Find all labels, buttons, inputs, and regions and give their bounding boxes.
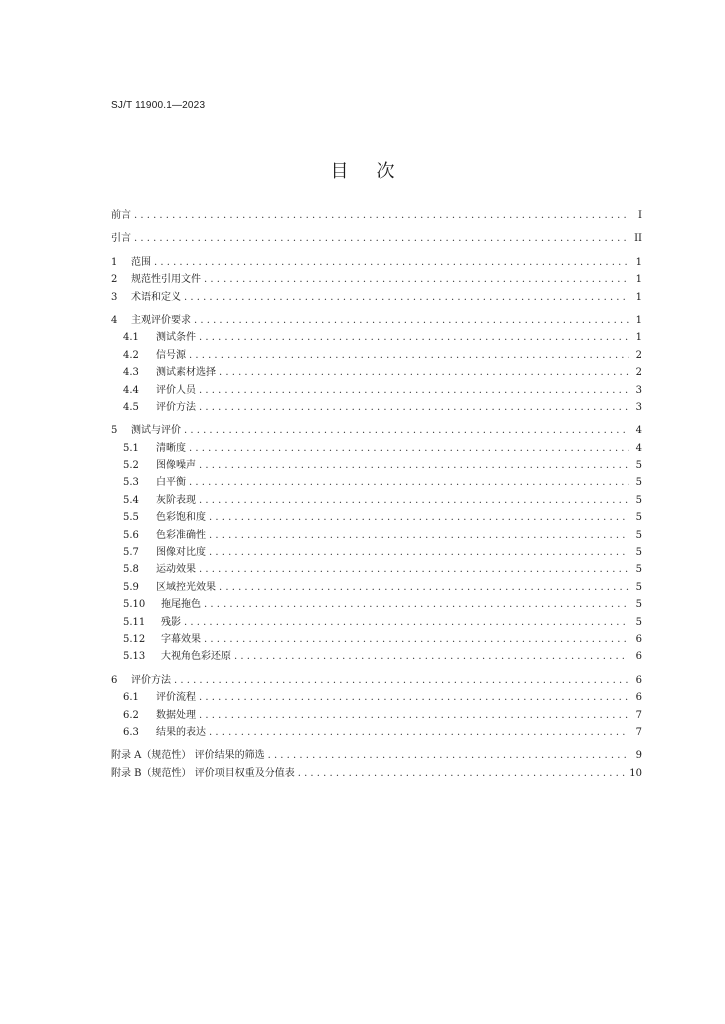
dot-leader	[209, 530, 629, 541]
dot-leader	[174, 675, 629, 686]
dot-leader	[298, 768, 627, 779]
toc-entry-number: 6	[111, 674, 118, 686]
dot-leader	[209, 512, 629, 523]
toc-entry-page: I	[638, 210, 642, 221]
toc-entry-label: 附录 A（规范性） 评价结果的筛选	[111, 750, 265, 762]
toc-entry[interactable]	[111, 560, 642, 577]
toc-entry[interactable]	[111, 253, 642, 270]
toc-entry-page: 6	[635, 674, 642, 686]
toc-entry[interactable]	[111, 439, 642, 456]
toc-title: 目次	[330, 161, 423, 182]
dot-leader	[134, 233, 629, 244]
toc-entry[interactable]	[111, 613, 642, 630]
dot-leader	[209, 727, 629, 738]
table-of-contents	[111, 206, 642, 781]
toc-entry-page: 2	[635, 349, 642, 361]
toc-entry[interactable]	[111, 288, 642, 305]
toc-entry-label: 前言	[111, 210, 131, 221]
toc-entry[interactable]	[111, 363, 642, 380]
toc-entry-number: 6.2	[123, 709, 139, 721]
toc-entry-label: 评价方法	[131, 674, 171, 686]
toc-entry[interactable]	[111, 381, 642, 398]
toc-entry-label: 白平衡	[156, 477, 186, 489]
dot-leader	[134, 210, 629, 221]
toc-entry-number: 5.4	[123, 494, 139, 506]
toc-entry-label: 测试条件	[156, 332, 196, 344]
toc-entry-number: 4.5	[123, 401, 139, 413]
toc-entry[interactable]	[111, 764, 642, 781]
toc-entry-label: 色彩准确性	[156, 529, 206, 541]
dot-leader	[189, 477, 629, 488]
dot-leader	[199, 402, 629, 413]
toc-entry[interactable]	[111, 595, 642, 612]
toc-entry-label: 大视角色彩还原	[161, 651, 231, 663]
toc-entry-number: 5.13	[123, 651, 146, 663]
toc-entry[interactable]	[111, 421, 642, 438]
toc-entry[interactable]	[111, 671, 642, 688]
dot-leader	[184, 617, 629, 628]
toc-entry-page: 9	[635, 750, 642, 762]
dot-leader	[199, 495, 629, 506]
toc-entry[interactable]	[111, 526, 642, 543]
toc-entry-label: 评价流程	[156, 692, 196, 704]
toc-entry-page: 4	[635, 425, 642, 437]
toc-entry-number: 5.2	[123, 460, 139, 472]
toc-entry-label: 区域控光效果	[156, 581, 216, 593]
toc-entry-page: 3	[635, 384, 642, 396]
toc-entry[interactable]	[111, 578, 642, 595]
toc-entry-label: 信号源	[156, 349, 186, 361]
toc-entry-page: 5	[635, 460, 642, 472]
toc-entry[interactable]	[111, 346, 642, 363]
toc-entry[interactable]	[111, 491, 642, 508]
toc-entry-number: 5.12	[123, 633, 146, 645]
toc-entry-page: 5	[635, 581, 642, 593]
toc-entry-number: 6.1	[123, 692, 139, 704]
toc-entry-page: 5	[635, 529, 642, 541]
toc-entry-label: 测试与评价	[131, 425, 181, 437]
toc-entry-label: 清晰度	[156, 442, 186, 454]
dot-leader	[189, 443, 629, 454]
toc-entry-label: 结果的表达	[156, 726, 206, 738]
toc-entry[interactable]	[111, 723, 642, 740]
dot-leader	[204, 634, 629, 645]
dot-leader	[184, 292, 629, 303]
toc-entry-page: 7	[635, 709, 642, 721]
toc-entry-label: 评价人员	[156, 384, 196, 396]
toc-entry-page: 2	[635, 367, 642, 379]
toc-entry-number: 5.7	[123, 547, 139, 559]
toc-entry-page: 3	[635, 401, 642, 413]
toc-entry[interactable]	[111, 647, 642, 664]
toc-entry[interactable]	[111, 456, 642, 473]
dot-leader	[268, 750, 629, 761]
toc-entry-page: 5	[635, 616, 642, 628]
dot-leader	[219, 367, 629, 378]
toc-entry[interactable]	[111, 328, 642, 345]
toc-entry-number: 4.4	[123, 384, 139, 396]
toc-entry-label: 图像噪声	[156, 460, 196, 472]
toc-entry-page: 6	[635, 651, 642, 663]
toc-entry-page: 6	[635, 692, 642, 704]
toc-entry-number: 5.3	[123, 477, 139, 489]
toc-entry-page: 6	[635, 633, 642, 645]
toc-entry-page: 5	[635, 494, 642, 506]
toc-entry[interactable]	[111, 543, 642, 560]
toc-entry-number: 4.1	[123, 332, 139, 344]
dot-leader	[209, 547, 629, 558]
toc-entry-number: 5.10	[123, 599, 146, 611]
toc-entry-number: 5.9	[123, 581, 139, 593]
toc-entry[interactable]	[111, 229, 642, 246]
toc-entry-label: 灰阶表现	[156, 494, 196, 506]
dot-leader	[219, 582, 629, 593]
toc-entry-label: 运动效果	[156, 564, 196, 576]
toc-entry-label: 主观评价要求	[131, 314, 191, 326]
dot-leader	[234, 651, 629, 662]
toc-entry-page: 5	[635, 599, 642, 611]
toc-entry-label: 范围	[131, 256, 151, 268]
toc-entry-label: 引言	[111, 233, 131, 245]
toc-entry[interactable]	[111, 206, 642, 223]
toc-entry-page: 5	[635, 477, 642, 489]
toc-entry-page: 5	[635, 512, 642, 524]
toc-entry[interactable]	[111, 473, 642, 490]
dot-leader	[199, 692, 629, 703]
toc-entry-page: 1	[635, 291, 642, 303]
dot-leader	[199, 460, 629, 471]
toc-entry-page: 10	[629, 767, 642, 779]
toc-entry[interactable]	[111, 746, 642, 763]
toc-entry-page: II	[634, 233, 642, 245]
toc-entry-number: 5.1	[123, 442, 139, 454]
dot-leader	[204, 274, 629, 285]
toc-entry-page: 7	[635, 726, 642, 738]
dot-leader	[199, 332, 629, 343]
toc-entry-page: 5	[635, 564, 642, 576]
toc-entry-label: 术语和定义	[131, 291, 181, 303]
toc-entry-label: 数据处理	[156, 709, 196, 721]
toc-entry-number: 4	[111, 314, 118, 326]
dot-leader	[199, 385, 629, 396]
toc-entry[interactable]	[111, 508, 642, 525]
toc-entry[interactable]	[111, 706, 642, 723]
toc-entry-page: 4	[635, 442, 642, 454]
toc-entry-number: 4.2	[123, 349, 139, 361]
toc-entry-number: 5.5	[123, 512, 139, 524]
dot-leader	[199, 710, 629, 721]
toc-entry-page: 1	[635, 274, 642, 286]
toc-entry-number: 5.8	[123, 564, 139, 576]
toc-entry-label: 字幕效果	[161, 633, 201, 645]
toc-entry[interactable]	[111, 270, 642, 287]
toc-entry-number: 4.3	[123, 367, 139, 379]
dot-leader	[184, 425, 629, 436]
toc-entry-number: 2	[111, 274, 118, 286]
toc-entry-number: 6.3	[123, 726, 139, 738]
toc-entry-number: 5.11	[123, 616, 146, 628]
toc-entry-number: 5	[111, 425, 118, 437]
dot-leader	[204, 599, 629, 610]
toc-entry-number: 3	[111, 291, 118, 303]
dot-leader	[189, 350, 629, 361]
dot-leader	[194, 315, 629, 326]
toc-entry[interactable]	[111, 398, 642, 415]
dot-leader	[199, 564, 629, 575]
toc-entry[interactable]	[111, 630, 642, 647]
toc-entry-label: 规范性引用文件	[131, 274, 201, 286]
toc-entry-label: 拖尾拖色	[161, 599, 201, 611]
toc-entry-number: 5.6	[123, 529, 139, 541]
toc-entry[interactable]	[111, 311, 642, 328]
toc-entry-page: 1	[635, 332, 642, 344]
toc-entry-label: 评价方法	[156, 401, 196, 413]
toc-entry-label: 图像对比度	[156, 547, 206, 559]
toc-entry-label: 残影	[161, 616, 181, 628]
toc-entry-page: 1	[635, 314, 642, 326]
toc-entry-number: 1	[111, 256, 118, 268]
dot-leader	[154, 257, 629, 268]
toc-entry-page: 5	[635, 547, 642, 559]
document-code: SJ/T 11900.1—2023	[111, 100, 206, 111]
toc-entry-label: 测试素材选择	[156, 367, 216, 379]
toc-entry-page: 1	[635, 256, 642, 268]
toc-entry[interactable]	[111, 688, 642, 705]
toc-entry-label: 色彩饱和度	[156, 512, 206, 524]
toc-entry-label: 附录 B（规范性） 评价项目权重及分值表	[111, 767, 295, 779]
